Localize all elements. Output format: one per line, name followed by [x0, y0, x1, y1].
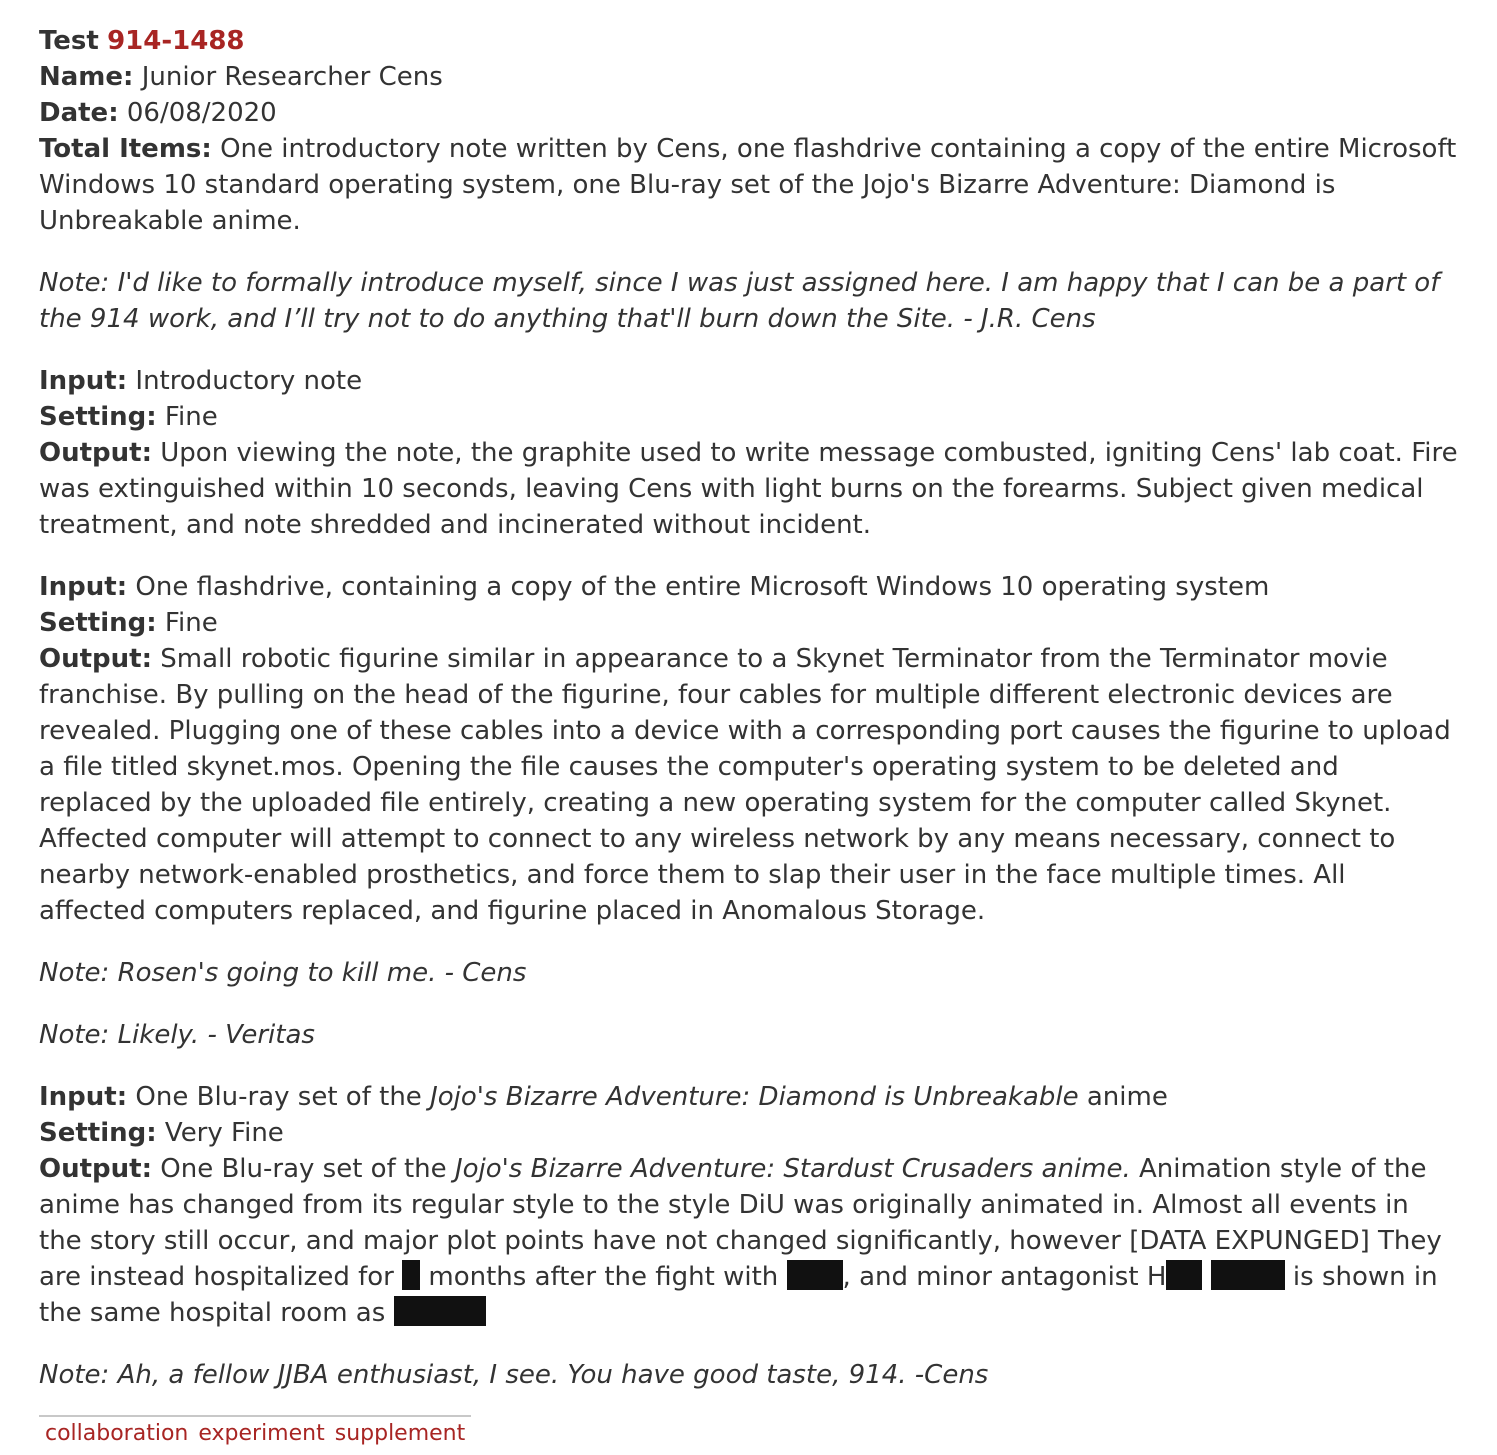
tag-experiment[interactable]: experiment [198, 1421, 325, 1446]
output-label: Output: [39, 644, 152, 674]
date-line [39, 95, 1459, 131]
output-months: months after the fight with [428, 1262, 779, 1292]
name-label: Name: [39, 62, 134, 92]
setting-label: Setting: [39, 608, 157, 638]
redaction-bar [787, 1260, 843, 1290]
output-text: One Blu-ray set of the [160, 1154, 447, 1184]
input-label: Input: [39, 572, 128, 602]
input-value: One flashdrive, containing a copy of the entire Microsoft Windows 10 operating system [135, 572, 1270, 602]
name-value: Junior Researcher Cens [141, 62, 443, 92]
output-label: Output: [39, 438, 152, 468]
total-items-line [39, 131, 1459, 239]
note-jjba: Note: Ah, a fellow JJBA enthusiast, I see. You have good taste, 914. -Cens [39, 1360, 989, 1390]
tag-supplement[interactable]: supplement [334, 1421, 466, 1446]
test-entry-2 [39, 569, 1459, 929]
redaction-bar [402, 1260, 420, 1290]
output-title: Jojo's Bizarre Adventure: Stardust Crusaders anime. [454, 1154, 1131, 1184]
setting-label: Setting: [39, 1118, 157, 1148]
redaction-bar [1166, 1260, 1202, 1290]
test-log [39, 23, 1459, 1393]
input-text: One Blu-ray set of the [135, 1082, 422, 1112]
output-value: Upon viewing the note, the graphite used to write message combusted, igniting Cens' lab coat. Fire was extinguished within 10 seconds, leaving Cens with light burns on the forearms. Subject given medical treatment, and note shredded and incinerated without incident. [39, 438, 1458, 540]
note-rosen: Note: Rosen's going to kill me. - Cens [39, 958, 527, 988]
note-veritas: Note: Likely. - Veritas [39, 1020, 315, 1050]
output-paragraph [39, 1151, 1459, 1331]
date-label: Date: [39, 98, 119, 128]
output-label: Output: [39, 1154, 152, 1184]
input-value: Introductory note [135, 366, 363, 396]
input-title: Jojo's Bizarre Adventure: Diamond is Unbreakable [430, 1082, 1079, 1112]
test-label: Test [39, 26, 99, 56]
test-title [39, 23, 1459, 59]
output-value: Small robotic figurine similar in appearance to a Skynet Terminator from the Terminator movie franchise. By pulling on the head of the figurine, four cables for multiple different electronic devices are revealed. Plugging one of these cables into a device with a corresponding port causes the figurine to upload a file titled skynet.mos. Opening the file causes the computer's operating system to be deleted and replaced by the uploaded file entirely, creating a new operating system for the computer called Skynet. Affected computer will attempt to connect to any wireless network by any means necessary, connect to nearby network-enabled prosthetics, and force them to slap their user in the face multiple times. All affected computers replaced, and figurine placed in Anomalous Storage. [39, 644, 1451, 926]
output-h: H [1146, 1262, 1167, 1292]
input-suffix: anime [1086, 1082, 1168, 1112]
test-id: 914-1488 [107, 26, 245, 56]
total-items-label: Total Items: [39, 134, 212, 164]
input-label: Input: [39, 366, 128, 396]
setting-value: Fine [164, 402, 218, 432]
tag-collaboration[interactable]: collaboration [45, 1421, 189, 1446]
output-room: is shown in the same hospital room as [39, 1262, 1438, 1328]
page-tags [39, 1415, 471, 1449]
redaction-bar [394, 1296, 486, 1326]
output-minor: , and minor antagonist [842, 1262, 1139, 1292]
intro-note: Note: I'd like to formally introduce myself, since I was just assigned here. I am happy that I can be a part of the 914 work, and I’ll try not to do anything that'll burn down the Site. - J.R. Cens [39, 268, 1440, 334]
setting-value: Fine [164, 608, 218, 638]
redaction-bar [1211, 1260, 1285, 1290]
setting-value: Very Fine [164, 1118, 284, 1148]
date-value: 06/08/2020 [126, 98, 277, 128]
output-body: Animation style of the anime has changed from its regular style to the style DiU was originally animated in. Almost all events in the story still occur, and major plot points have not changed significantly, however [DATA EXPUNGED] They are instead hospitalized for [39, 1154, 1442, 1292]
name-line [39, 59, 1459, 95]
input-label: Input: [39, 1082, 128, 1112]
total-items-value: One introductory note written by Cens, one flashdrive containing a copy of the entire Microsoft Windows 10 standard operating system, one Blu-ray set of the Jojo's Bizarre Adventure: Diamond is Unbreakable anime. [39, 134, 1457, 236]
setting-label: Setting: [39, 402, 157, 432]
test-entry-1 [39, 363, 1459, 543]
test-entry-3 [39, 1079, 1459, 1331]
